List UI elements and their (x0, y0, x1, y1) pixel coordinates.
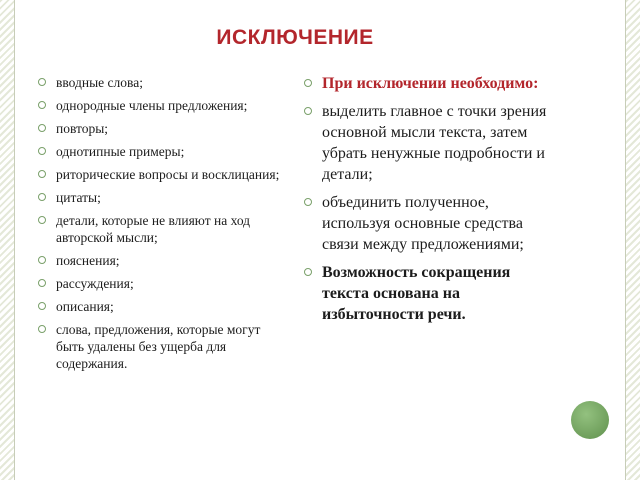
exclusion-list (38, 74, 288, 372)
list-item: рассуждения; (38, 275, 288, 292)
conclusion-item: Возможность сокращения текста основана на избыточности речи. (302, 262, 557, 325)
list-item: повторы; (38, 120, 288, 137)
circle-bullet-icon (38, 256, 46, 264)
left-frame-line (14, 0, 15, 480)
circle-bullet-icon (38, 302, 46, 310)
circle-bullet-icon (304, 198, 312, 206)
right-frame-line (625, 0, 626, 480)
list-item: выделить главное с точки зрения основной мысли текста, затем убрать ненужные подробности и детали; (302, 101, 557, 185)
green-circle-decoration (571, 401, 609, 439)
right-decorative-border (626, 0, 640, 480)
circle-bullet-icon (38, 101, 46, 109)
left-decorative-border (0, 0, 14, 480)
list-item: однотипные примеры; (38, 143, 288, 160)
instruction-heading: При исключении необходимо: (302, 73, 557, 94)
circle-bullet-icon (38, 216, 46, 224)
circle-bullet-icon (38, 279, 46, 287)
list-item: пояснения; (38, 252, 288, 269)
circle-bullet-icon (38, 147, 46, 155)
list-item: риторические вопросы и восклицания; (38, 166, 288, 183)
circle-bullet-icon (38, 78, 46, 86)
list-item: однородные члены предложения; (38, 97, 288, 114)
circle-bullet-icon (38, 170, 46, 178)
slide-title: ИСКЛЮЧЕНИЕ (216, 26, 374, 49)
left-column (38, 74, 288, 378)
list-item: слова, предложения, которые могут быть удалены без ущерба для содержания. (38, 321, 288, 372)
list-item: объединить полученное, используя основные средства связи между предложениями; (302, 192, 557, 255)
circle-bullet-icon (38, 325, 46, 333)
circle-bullet-icon (38, 124, 46, 132)
instruction-list (302, 73, 557, 325)
circle-bullet-icon (304, 79, 312, 87)
list-item: вводные слова; (38, 74, 288, 91)
right-column (302, 73, 557, 332)
list-item: детали, которые не влияют на ход авторской мысли; (38, 212, 288, 246)
list-item: описания; (38, 298, 288, 315)
circle-bullet-icon (304, 107, 312, 115)
list-item: цитаты; (38, 189, 288, 206)
circle-bullet-icon (38, 193, 46, 201)
circle-bullet-icon (304, 268, 312, 276)
